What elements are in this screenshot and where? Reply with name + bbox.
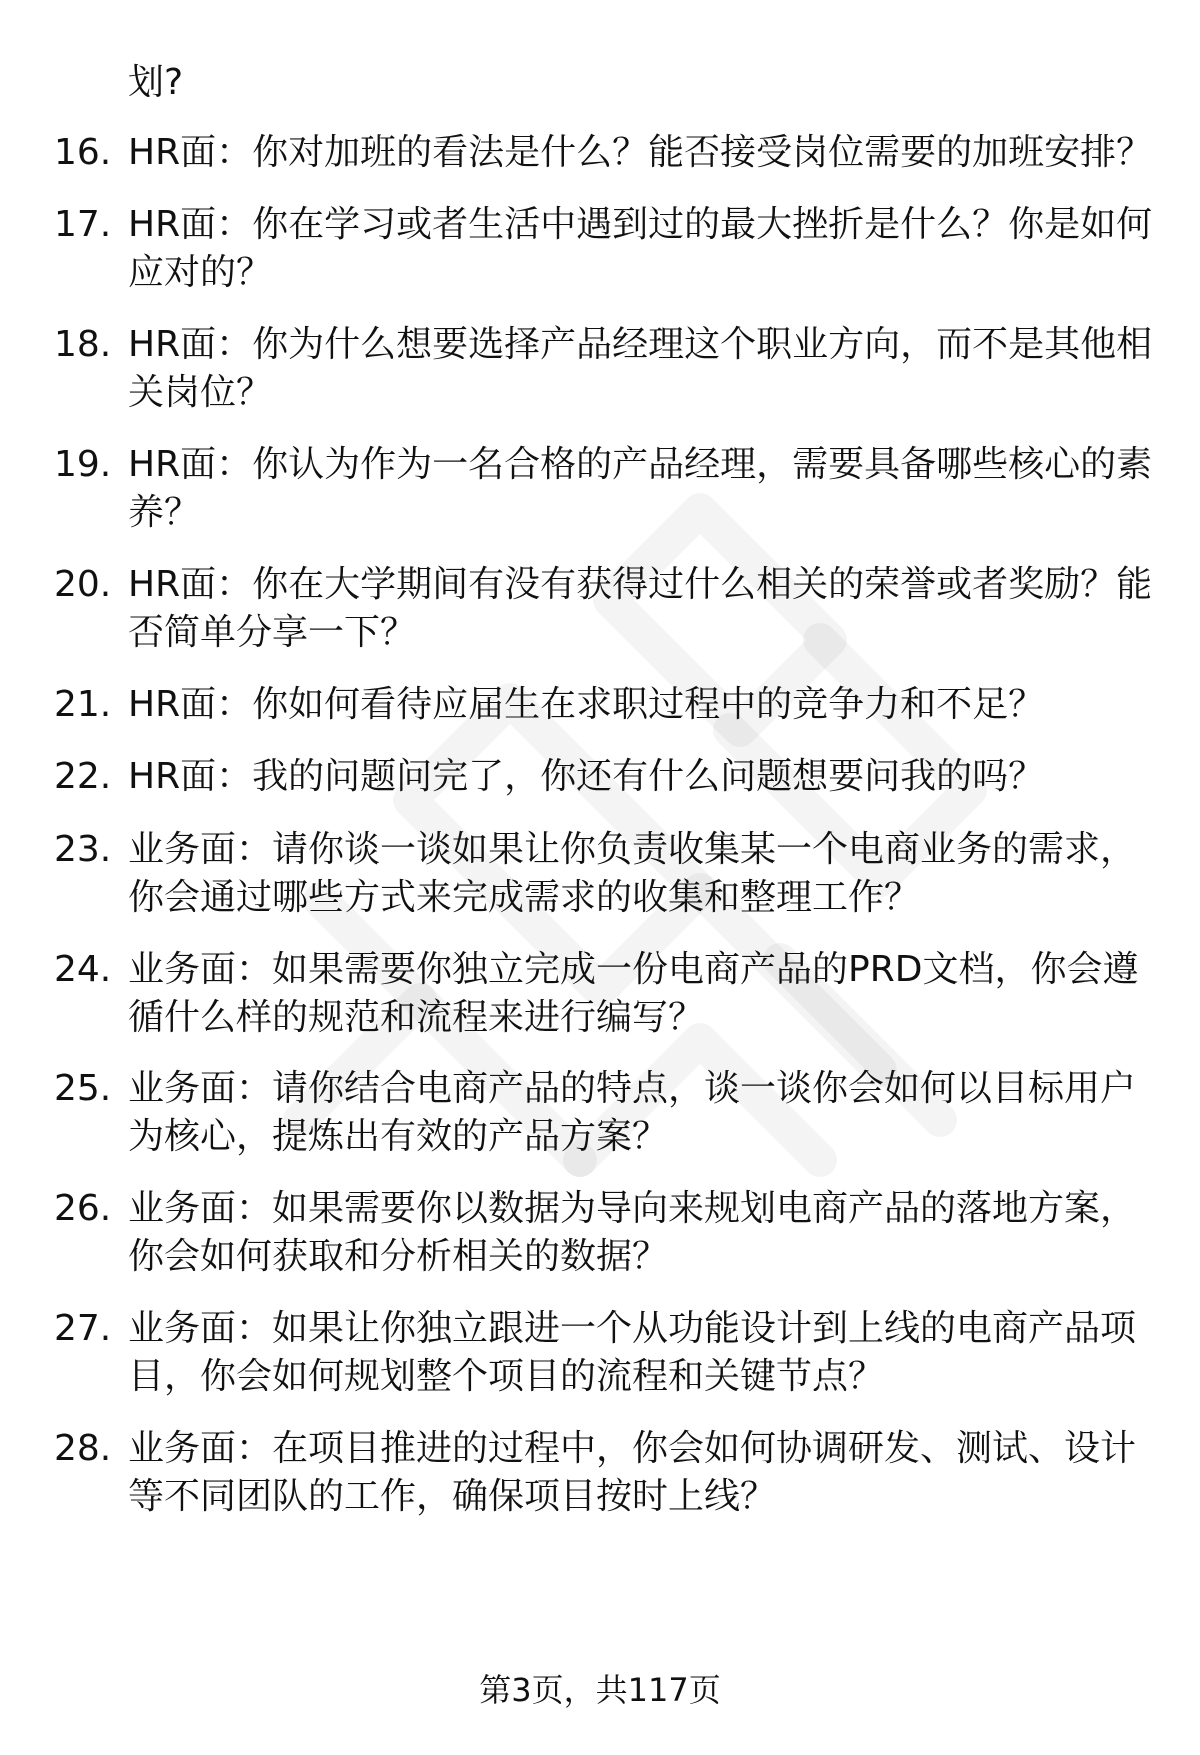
question-number: 27. [54,1308,112,1349]
question-text: 否简单分享一下？ [128,612,417,653]
question-text: 业务面：在项目推进的过程中，你会如何协调研发、测试、设计 [128,1428,1137,1469]
question-text: HR面：你认为作为一名合格的产品经理，需要具备哪些核心的素 [128,444,1153,485]
question-text: HR面：你如何看待应届生在求职过程中的竞争力和不足？ [128,684,1045,725]
question-text: HR面：我的问题问完了，你还有什么问题想要问我的吗？ [128,756,1045,797]
question-text: HR面：你为什么想要选择产品经理这个职业方向，而不是其他相 [128,324,1153,365]
question-text: HR面：你在学习或者生活中遇到过的最大挫折是什么？你是如何 [128,204,1153,245]
question-number: 17. [54,204,112,245]
question-text: 应对的？ [128,252,273,293]
question-number: 21. [54,684,112,725]
question-text: 业务面：如果需要你独立完成一份电商产品的PRD文档，你会遵 [128,949,1139,990]
question-text: HR面：你在大学期间有没有获得过什么相关的荣誉或者奖励？能 [128,564,1153,605]
question-number: 25. [54,1068,112,1109]
question-text: 业务面：如果让你独立跟进一个从功能设计到上线的电商产品项 [128,1308,1137,1349]
question-number: 19. [54,444,112,485]
question-number: 26. [54,1188,112,1229]
question-text: 业务面：如果需要你以数据为导向来规划电商产品的落地方案， [128,1188,1137,1229]
question-number: 28. [54,1428,112,1469]
question-text: 你会通过哪些方式来完成需求的收集和整理工作？ [128,877,921,918]
continuation-line: 划? [128,62,184,103]
question-text: 为核心，提炼出有效的产品方案？ [128,1116,669,1157]
question-text: 你会如何获取和分析相关的数据？ [128,1236,669,1277]
question-text: 关岗位？ [128,372,273,413]
question-text: HR面：你对加班的看法是什么？能否接受岗位需要的加班安排？ [128,132,1153,173]
question-text: 养？ [128,492,201,533]
question-number: 16. [54,132,112,173]
question-text: 业务面：请你结合电商产品的特点，谈一谈你会如何以目标用户 [128,1068,1137,1109]
question-text: 业务面：请你谈一谈如果让你负责收集某一个电商业务的需求， [128,829,1137,870]
page-footer: 第3页，共117页 [479,1671,721,1709]
question-number: 20. [54,564,112,605]
question-text: 循什么样的规范和流程来进行编写？ [128,997,705,1038]
question-number: 18. [54,324,112,365]
question-number: 22. [54,756,112,797]
question-text: 目，你会如何规划整个项目的流程和关键节点？ [128,1356,885,1397]
question-number: 24. [54,949,112,990]
question-text: 等不同团队的工作，确保项目按时上线？ [128,1476,777,1517]
question-number: 23. [54,829,112,870]
